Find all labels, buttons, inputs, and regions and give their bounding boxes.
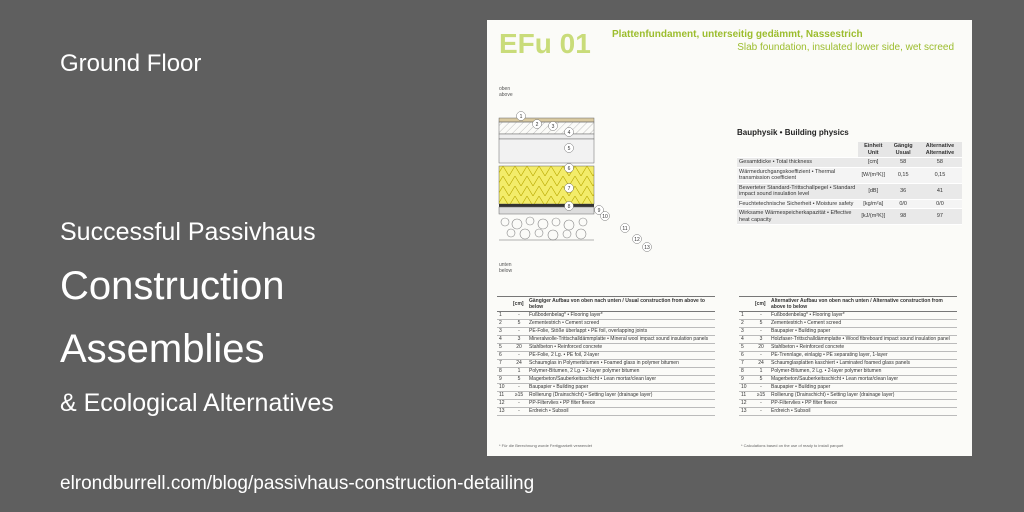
layer-number: 9	[497, 376, 511, 384]
layer-number: 12	[739, 400, 753, 408]
physics-cell-label: Bewerteter Standard-Trittschallpegel • Standard impact sound insulation level	[737, 183, 858, 199]
physics-cell-usual: 0,15	[888, 167, 917, 183]
layer-description: Magerbeton/Sauberkeitsschicht • Lean mortar/clean layer	[527, 376, 715, 384]
layer-gravel	[501, 217, 587, 240]
heading-assemblies: Assemblies	[60, 327, 265, 371]
layer-bitumen	[499, 204, 594, 207]
layer-description: Baupapier • Building paper	[769, 328, 957, 336]
table-row	[497, 336, 715, 344]
physics-row	[737, 183, 962, 199]
label-above	[499, 86, 513, 98]
label-below	[499, 262, 512, 274]
layer-number: 10	[497, 384, 511, 392]
layer-thickness: -	[753, 408, 769, 416]
label-above-en: above	[499, 92, 513, 98]
layer-impact-insulation	[499, 134, 594, 139]
table-row	[497, 344, 715, 352]
layer-description: Zementestrich • Cement screed	[769, 320, 957, 328]
callout-number: 5	[567, 145, 571, 152]
physics-cell-unit: [kJ/(m²K)]	[858, 209, 888, 225]
physics-cell-alt: 0,15	[918, 167, 962, 183]
layer-thickness: -	[511, 400, 527, 408]
physics-cell-usual: 0/0	[888, 199, 917, 209]
section-drawing	[497, 106, 667, 256]
table-row	[739, 376, 957, 384]
layer-description: Magerbeton/Sauberkeitsschicht • Lean mortar/clean layer	[769, 376, 957, 384]
table-row	[497, 352, 715, 360]
layer-thickness: 5	[511, 320, 527, 328]
alternative-construction-table	[739, 296, 957, 416]
layer-description: Baupapier • Building paper	[527, 384, 715, 392]
physics-cell-unit: [cm]	[858, 158, 888, 168]
alt-footnote: * Calculations based on the use of ready to install parquet	[741, 443, 844, 448]
callout-number: 6	[567, 165, 571, 172]
layer-number: 1	[739, 312, 753, 320]
layer-description: Fußbodenbelag* • Flooring layer*	[769, 312, 957, 320]
table-row	[739, 400, 957, 408]
table-row	[739, 352, 957, 360]
physics-cell-alt: 58	[918, 158, 962, 168]
layer-number: 5	[739, 344, 753, 352]
col-usual: Gängig Usual	[888, 142, 917, 158]
layer-concrete	[499, 139, 594, 163]
layer-thickness: 20	[511, 344, 527, 352]
layer-description: Zementestrich • Cement screed	[527, 320, 715, 328]
table-row	[497, 376, 715, 384]
layer-number: 11	[739, 392, 753, 400]
callout-number: 11	[622, 225, 628, 232]
layer-number: 4	[739, 336, 753, 344]
physics-cell-label: Feuchtetechnische Sicherheit • Moisture safety	[737, 199, 858, 209]
layer-description: Schaumglasplatten kaschiert • Laminated foamed glass panels	[769, 360, 957, 368]
table-row	[739, 336, 957, 344]
label-above-de: oben	[499, 86, 511, 92]
physics-row	[737, 199, 962, 209]
layer-thickness: 20	[753, 344, 769, 352]
callout-number: 1	[519, 113, 523, 120]
layer-number: 7	[497, 360, 511, 368]
sheet-code: EFu 01	[499, 28, 591, 59]
layer-description: Mineralwolle-Trittschalldämmplatte • Mineral wool impact sound insulation panels	[527, 336, 715, 344]
callout-number: 10	[602, 213, 608, 220]
layer-description: Stahlbeton • Reinforced concrete	[769, 344, 957, 352]
table-row	[739, 320, 957, 328]
layer-number: 13	[739, 408, 753, 416]
building-physics-table	[737, 142, 962, 225]
layer-description: PE-Trennlage, einlagig • PE separating layer, 1-layer	[769, 352, 957, 360]
physics-row	[737, 158, 962, 168]
layer-screed	[499, 122, 594, 134]
layer-thickness: -	[511, 352, 527, 360]
table-row	[497, 400, 715, 408]
callout-number: 4	[567, 129, 571, 136]
layer-description: Rollierung (Drainschicht) • Setting layer (drainage layer)	[527, 392, 715, 400]
layer-description: Polymer-Bitumen, 2 Lg. • 2-layer polymer bitumen	[769, 368, 957, 376]
col-unit: Einheit Unit	[858, 142, 888, 158]
layer-description: PE-Folie, Stöße überlappt • PE foil, overlapping joints	[527, 328, 715, 336]
layer-thickness: 5	[753, 376, 769, 384]
layer-number: 1	[497, 312, 511, 320]
table-row	[497, 328, 715, 336]
layer-thickness: -	[753, 400, 769, 408]
layer-thickness: -	[753, 328, 769, 336]
layer-description: Erdreich • Subsoil	[527, 408, 715, 416]
usual-footnote: * Für die Berechnung wurde Fertigparkett verwendet	[499, 443, 592, 448]
callout-number: 13	[644, 244, 650, 251]
layer-number: 9	[739, 376, 753, 384]
layer-thickness: 1	[753, 368, 769, 376]
physics-cell-usual: 98	[888, 209, 917, 225]
table-row	[497, 312, 715, 320]
sheet-title-german: Plattenfundament, unterseitig gedämmt, Nassestrich	[612, 29, 863, 40]
layer-thickness: ≥15	[511, 392, 527, 400]
layer-number: 3	[739, 328, 753, 336]
callout-number: 12	[634, 236, 640, 243]
heading-construction: Construction	[60, 264, 285, 308]
layer-flooring	[499, 118, 594, 122]
col-alternative: Alternative Alternative	[918, 142, 962, 158]
layer-number: 8	[497, 368, 511, 376]
layer-number: 11	[497, 392, 511, 400]
layer-thickness: 24	[753, 360, 769, 368]
table-row	[739, 368, 957, 376]
usual-construction-table	[497, 296, 715, 416]
layer-thickness: -	[511, 384, 527, 392]
table-row	[497, 392, 715, 400]
layer-thickness: ≥15	[753, 392, 769, 400]
layer-description: Holzfaser-Trittschalldämmplatte • Wood fibreboard impact sound insulation panel	[769, 336, 957, 344]
layer-thickness: -	[753, 352, 769, 360]
layer-description: Baupapier • Building paper	[769, 384, 957, 392]
layer-thickness: 5	[511, 376, 527, 384]
layer-thickness: 24	[511, 360, 527, 368]
layer-number: 2	[497, 320, 511, 328]
layer-thickness: 1	[511, 368, 527, 376]
table-row	[497, 368, 715, 376]
physics-cell-label: Wirksame Wärmespeicherkapazität • Effective heat capacity	[737, 209, 858, 225]
layer-description: Fußbodenbelag* • Flooring layer*	[527, 312, 715, 320]
physics-cell-usual: 36	[888, 183, 917, 199]
physics-cell-unit: [kg/m²a]	[858, 199, 888, 209]
layer-thickness: -	[511, 328, 527, 336]
layer-description: Schaumglas in Polymerbitumen • Foamed glass in polymer bitumen	[527, 360, 715, 368]
alt-col-cm: [cm]	[753, 297, 769, 312]
table-row	[739, 392, 957, 400]
construction-detail-sheet	[487, 20, 972, 456]
layer-description: Erdreich • Subsoil	[769, 408, 957, 416]
callout-number: 8	[567, 203, 571, 210]
layer-thickness: -	[753, 312, 769, 320]
table-row	[739, 360, 957, 368]
layer-description: Rollierung (Drainschicht) • Setting layer (drainage layer)	[769, 392, 957, 400]
layer-thickness: 3	[753, 336, 769, 344]
layer-description: Polymer-Bitumen, 2 Lg. • 2-layer polymer bitumen	[527, 368, 715, 376]
heading-successful-passivhaus: Successful Passivhaus	[60, 218, 316, 246]
layer-number: 2	[739, 320, 753, 328]
table-row	[497, 320, 715, 328]
layer-lean-concrete	[499, 207, 594, 214]
layer-number: 8	[739, 368, 753, 376]
blog-url: elrondburrell.com/blog/passivhaus-construction-detailing	[60, 473, 535, 494]
heading-ground-floor: Ground Floor	[60, 50, 202, 77]
label-below-de: unten	[499, 262, 512, 268]
layer-number: 6	[497, 352, 511, 360]
physics-cell-unit: [dB]	[858, 183, 888, 199]
physics-cell-alt: 41	[918, 183, 962, 199]
physics-cell-alt: 97	[918, 209, 962, 225]
table-row	[739, 344, 957, 352]
physics-cell-alt: 0/0	[918, 199, 962, 209]
layer-thickness: 3	[511, 336, 527, 344]
callout-number: 3	[551, 123, 555, 130]
layer-thickness: -	[511, 312, 527, 320]
layer-number: 6	[739, 352, 753, 360]
table-row	[497, 384, 715, 392]
layer-number: 12	[497, 400, 511, 408]
sheet-title-english: Slab foundation, insulated lower side, wet screed	[737, 42, 954, 53]
usual-col-cm: [cm]	[511, 297, 527, 312]
layer-description: Stahlbeton • Reinforced concrete	[527, 344, 715, 352]
usual-col-title: Gängiger Aufbau von oben nach unten / Usual construction from above to below	[527, 297, 715, 312]
table-row	[497, 360, 715, 368]
physics-cell-label: Gesamtdicke • Total thickness	[737, 158, 858, 168]
alt-col-title: Alternativer Aufbau von oben nach unten / Alternative construction from above to below	[769, 297, 957, 312]
table-row	[739, 312, 957, 320]
table-row	[497, 408, 715, 416]
layer-number: 4	[497, 336, 511, 344]
layer-description: PP-Filtervlies • PP filter fleece	[527, 400, 715, 408]
layer-number: 13	[497, 408, 511, 416]
building-physics-title: Bauphysik • Building physics	[737, 128, 849, 137]
table-row	[739, 328, 957, 336]
table-row	[739, 408, 957, 416]
physics-cell-usual: 58	[888, 158, 917, 168]
physics-cell-label: Wärmedurchgangskoeffizient • Thermal transmission coefficient	[737, 167, 858, 183]
layer-number: 3	[497, 328, 511, 336]
layer-number: 5	[497, 344, 511, 352]
layer-description: PP-Filtervlies • PP filter fleece	[769, 400, 957, 408]
layer-number: 10	[739, 384, 753, 392]
table-row	[739, 384, 957, 392]
layer-thickness: -	[753, 384, 769, 392]
physics-row	[737, 167, 962, 183]
label-below-en: below	[499, 268, 513, 274]
physics-row	[737, 209, 962, 225]
layer-thickness: -	[511, 408, 527, 416]
layer-thickness: 5	[753, 320, 769, 328]
physics-cell-unit: [W/(m²K)]	[858, 167, 888, 183]
layer-description: PE-Folie, 2 Lg. • PE foil, 2-layer	[527, 352, 715, 360]
heading-ecological-alternatives: & Ecological Alternatives	[60, 389, 334, 417]
callout-number: 9	[597, 207, 601, 214]
layer-number: 7	[739, 360, 753, 368]
callout-number: 7	[567, 185, 571, 192]
callout-number: 2	[535, 121, 539, 128]
